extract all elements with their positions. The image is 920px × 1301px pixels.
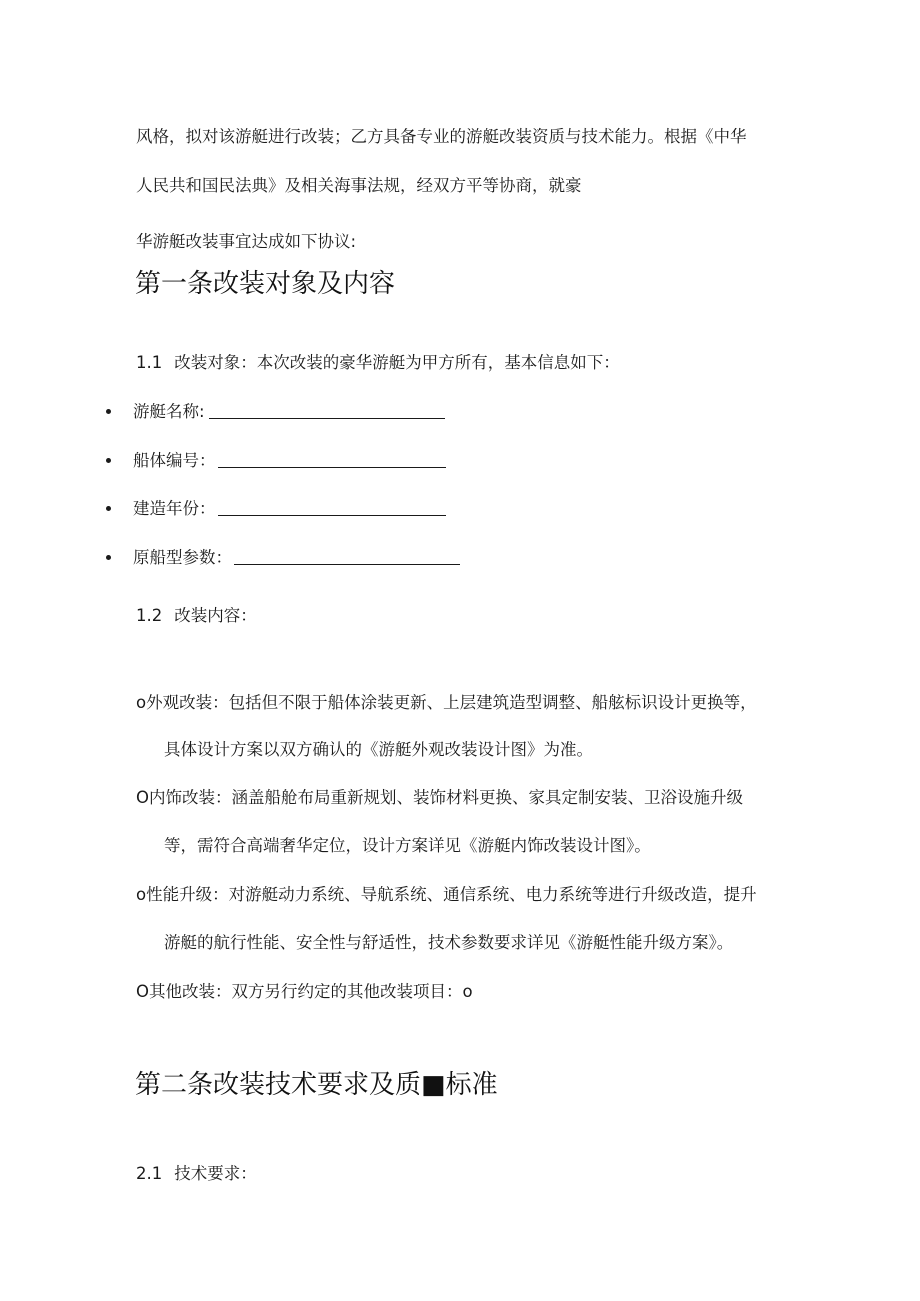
clause-1-2 (136, 605, 257, 627)
bullet-dot-icon (106, 458, 111, 463)
intro-line-3: 华游艇改装事宜达成如下协议: (136, 232, 357, 251)
clause-1-2-number: 1.2 (136, 606, 163, 625)
clause-1-1-text: 改装对象：本次改装的豪华游艇为甲方所有，基本信息如下： (174, 353, 620, 372)
article-1-heading: 第一条改装对象及内容 (135, 269, 396, 299)
field-yacht-name (106, 400, 445, 423)
clause-1-1-number: 1.1 (136, 353, 163, 372)
item-interior-line-1: O内饰改装：涵盖船舱布局重新规划、装饰材料更换、家具定制安装、卫浴设施升级 (136, 788, 743, 807)
clause-2-1 (136, 1163, 257, 1185)
clause-1-1 (136, 352, 620, 374)
item-other-line-1: O其他改装：双方另行约定的其他改装项目：o (136, 982, 473, 1001)
item-exterior-line-2: 具体设计方案以双方确认的《游艇外观改装设计图》为准。 (164, 740, 593, 759)
field-hull-number-blank[interactable] (218, 451, 446, 468)
field-build-year-blank[interactable] (218, 499, 446, 516)
field-build-year-label: 建造年份： (133, 499, 216, 518)
field-build-year (106, 497, 446, 520)
field-yacht-name-blank[interactable] (209, 402, 445, 419)
field-original-params-label: 原船型参数： (133, 548, 232, 567)
item-interior-line-2: 等，需符合高端奢华定位，设计方案详见《游艇内饰改装设计图》。 (164, 836, 651, 855)
field-original-params (106, 546, 460, 569)
bullet-dot-icon (106, 555, 111, 560)
field-yacht-name-label: 游艇名称: (133, 402, 205, 421)
bullet-dot-icon (106, 506, 111, 511)
clause-2-1-text: 技术要求： (174, 1164, 257, 1183)
bullet-dot-icon (106, 409, 111, 414)
item-exterior-line-1: o外观改装：包括但不限于船体涂装更新、上层建筑造型调整、船舷标识设计更换等， (136, 693, 757, 712)
item-performance-line-2: 游艇的航行性能、安全性与舒适性，技术参数要求详见《游艇性能升级方案》。 (164, 933, 734, 952)
clause-2-1-number: 2.1 (136, 1164, 163, 1183)
field-hull-number (106, 449, 446, 472)
clause-1-2-text: 改装内容： (174, 606, 257, 625)
intro-line-2: 人民共和国民法典》及相关海事法规，经双方平等协商，就豪 (136, 176, 582, 195)
item-performance-line-1: o性能升级：对游艇动力系统、导航系统、通信系统、电力系统等进行升级改造，提升 (136, 885, 757, 904)
article-2-heading: 第二条改装技术要求及质■标准 (135, 1070, 498, 1100)
intro-line-1: 风格，拟对该游艇进行改装；乙方具备专业的游艇改装资质与技术能力。根据《中华 (136, 127, 747, 146)
field-original-params-blank[interactable] (234, 548, 460, 565)
field-hull-number-label: 船体编号： (133, 451, 216, 470)
